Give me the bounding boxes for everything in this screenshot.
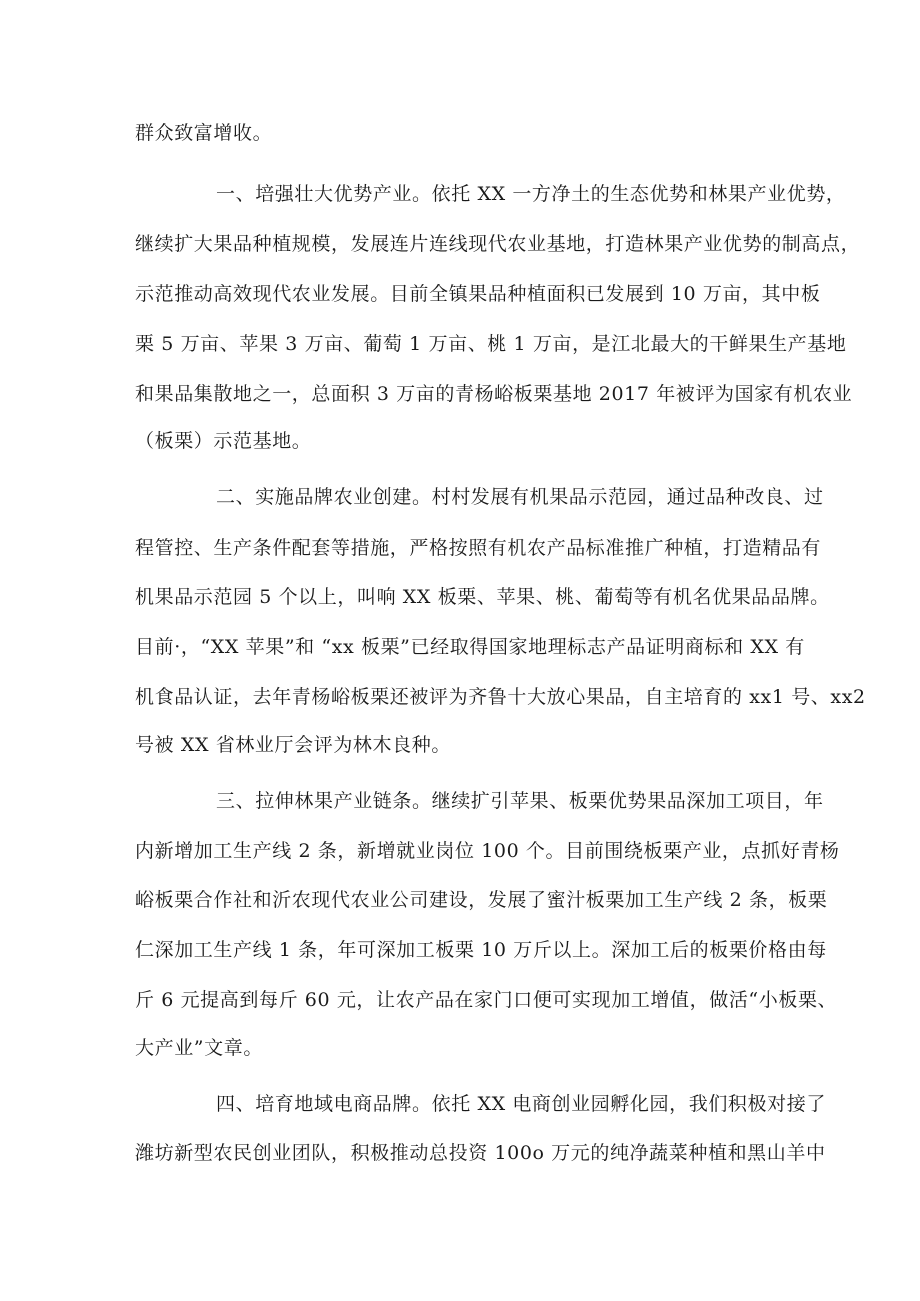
paragraph-4-line-2: 潍坊新型农民创业团队，积极推动总投资 100o 万元的纯净蔬菜种植和黑山羊中 [135,1142,826,1164]
paragraph-3-line-5: 斤 6 元提高到每斤 60 元，让农产品在家门口便可实现加工增值，做活“小板栗、 [135,989,838,1011]
paragraph-1-line-6: （板栗）示范基地。 [135,430,312,452]
paragraph-1-line-3: 示范推动高效现代农业发展。目前全镇果品种植面积已发展到 10 万亩，其中板 [135,283,821,305]
paragraph-1-line-4: 栗 5 万亩、苹果 3 万亩、葡萄 1 万亩、桃 1 万亩，是江北最大的干鲜果生产基地 [135,333,847,355]
paragraph-3-line-1: 三、拉伸林果产业链条。继续扩引苹果、板栗优势果品深加工项目，年 [216,790,824,812]
intro-line-1: 群众致富增收。 [135,122,273,144]
paragraph-1-line-2: 继续扩大果品种植规模，发展连片连线现代农业基地，打造林果产业优势的制高点， [135,233,861,255]
paragraph-3-line-4: 仁深加工生产线 1 条，年可深加工板栗 10 万斤以上。深加工后的板栗价格由每 [135,939,827,961]
paragraph-3-line-3: 峪板栗合作社和沂农现代农业公司建设，发展了蜜汁板栗加工生产线 2 条，板栗 [135,889,828,911]
paragraph-2-line-6: 号被 XX 省林业厅会评为林木良种。 [135,734,451,756]
paragraph-1-line-5: 和果品集散地之一，总面积 3 万亩的青杨峪板栗基地 2017 年被评为国家有机农业 [135,383,853,405]
paragraph-2-line-5: 机食品认证，去年青杨峪板栗还被评为齐鲁十大放心果品，自主培育的 xx1 号、xx2 [135,686,866,708]
paragraph-4-line-1: 四、培育地域电商品牌。依托 XX 电商创业园孵化园，我们积极对接了 [216,1093,826,1115]
paragraph-3-line-6: 大产业”文章。 [135,1037,263,1059]
paragraph-2-line-4: 目前·，“XX 苹果”和 “xx 板栗”已经取得国家地理标志产品证明商标和 XX 有 [135,636,805,658]
paragraph-2-line-3: 机果品示范园 5 个以上，叫响 XX 板栗、苹果、桃、葡萄等有机名优果品品牌。 [135,586,830,608]
paragraph-3-line-2: 内新增加工生产线 2 条，新增就业岗位 100 个。目前围绕板栗产业，点抓好青杨 [135,840,840,862]
paragraph-2-line-2: 程管控、生产条件配套等措施，严格按照有机农产品标准推广种植，打造精品有 [135,537,822,559]
paragraph-2-line-1: 二、实施品牌农业创建。村村发展有机果品示范园，通过品种改良、过 [216,486,824,508]
paragraph-1-line-1: 一、培强壮大优势产业。依托 XX 一方净土的生态优势和林果产业优势， [216,183,846,205]
